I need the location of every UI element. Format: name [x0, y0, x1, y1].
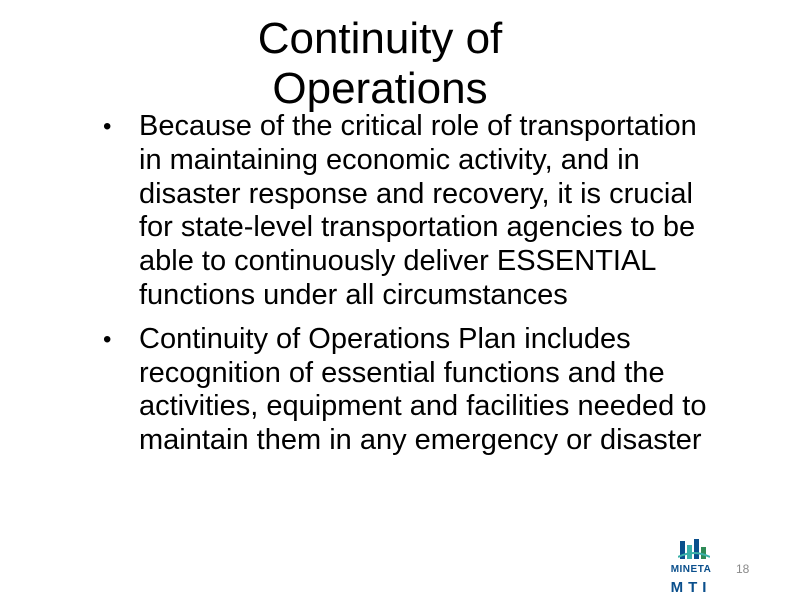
bullet-text: Continuity of Operations Plan includes recognition of essential functions and the activities, equipment and facilities needed to maintain them in any emergency or disaster	[139, 322, 707, 457]
slide-number: 18	[736, 562, 750, 576]
bullet-list	[103, 110, 713, 468]
logo-sub: MTI	[670, 579, 712, 596]
slide-title: Continuity of Operations	[257, 14, 503, 113]
bullet-text: Because of the critical role of transportation in maintaining economic activity, and in disaster response and recovery, it is crucial for state-level transportation agencies to be able to continuously deliver ESSENTIAL functions under all circumstances	[139, 110, 697, 311]
logo-name: MINETA	[670, 564, 712, 575]
mineta-logo	[660, 537, 722, 595]
bullet-item	[103, 323, 713, 458]
mineta-logo-icon	[678, 537, 710, 561]
bullet-item	[103, 110, 713, 313]
bullet-icon: •	[103, 325, 112, 353]
bullet-icon: •	[103, 113, 112, 140]
